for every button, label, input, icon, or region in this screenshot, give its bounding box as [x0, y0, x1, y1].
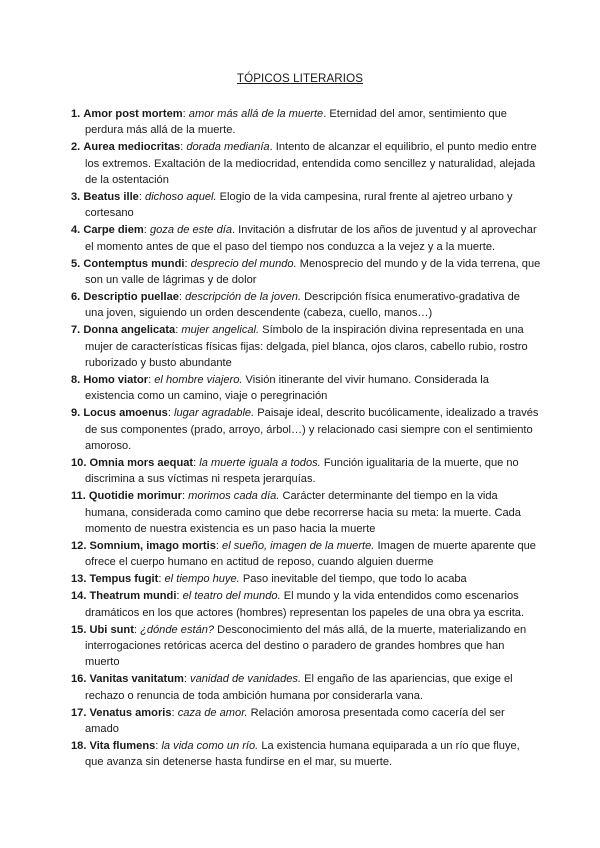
- topic-translation: mujer angelical.: [181, 324, 260, 337]
- topic-term: Theatrum mundi: [89, 590, 177, 603]
- topic-term: Homo viator: [83, 374, 149, 386]
- topic-translation: vanidad de vanidades.: [190, 673, 302, 686]
- topic-description: Descripción física enumerativo-gradativa de una joven, siguiendo un orden descendente (cabeza, cuello, manos…): [85, 290, 520, 320]
- topic-translation: desprecio del mundo.: [190, 257, 297, 270]
- topic-term: Ubi sunt: [89, 623, 134, 636]
- topic-item: 9. Locus amoenus: lugar agradable. Paisaje ideal, descrito bucólicamente, idealizado a través de sus componentes (prado, arroyo, árbol…) y relacionado casi siempre con el sentimiento amoroso.: [71, 407, 539, 453]
- topic-description: . Eternidad del amor, sentimiento que perdura más allá de la muerte.: [85, 108, 507, 137]
- topic-item: 13. Tempus fugit: el tiempo huye. Paso inevitable del tiempo, que todo lo acaba: [71, 573, 467, 586]
- topic-description: Menosprecio del mundo y de la vida terrena, que son un valle de lágrimas y de dolor: [85, 257, 541, 287]
- topic-item: 1. Amor post mortem: amor más allá de la muerte. Eternidad del amor, sentimiento que perdura más allá de la muerte.: [71, 108, 507, 137]
- topic-term: Carpe diem: [83, 224, 144, 237]
- topic-number: 9.: [71, 407, 81, 420]
- topic-item: 18. Vita flumens: la vida como un río. La existencia humana equiparada a un río que fluye, que avanza sin detenerse hasta fundirse en el mar, su muerte.: [71, 739, 520, 769]
- topic-item: 8. Homo viator: el hombre viajero. Visión itinerante del vivir humano. Considerada la existencia como un camino, viaje o peregrinación: [71, 374, 489, 403]
- topic-number: 4.: [71, 224, 81, 237]
- topic-term: Tempus fugit: [89, 573, 159, 586]
- topic-description: La existencia humana equiparada a un río que fluye, que avanza sin detenerse hasta fundirse en el mar, su muerte.: [85, 739, 520, 769]
- topic-description: Visión itinerante del vivir humano. Considerada la existencia como un camino, viaje o peregrinación: [85, 374, 489, 403]
- topic-description: El mundo y la vida entendidos como escenarios dramáticos en los que actores (hombres) representan los papeles de una obra ya escrita.: [85, 590, 525, 619]
- topic-translation: el tiempo huye.: [164, 573, 240, 586]
- topic-item: 2. Aurea mediocritas: dorada medianía. Intento de alcanzar el equilibrio, el punto medio entre los extremos. Exaltación de la mediocridad, entendida como sencillez y naturalidad, alejada de la ostentación: [71, 141, 537, 187]
- topic-term: Quotidie morimur: [88, 490, 182, 503]
- topic-number: 14.: [71, 590, 87, 603]
- topic-item: 14. Theatrum mundi: el teatro del mundo. El mundo y la vida entendidos como escenarios dramáticos en los que actores (hombres) representan los papeles de una obra ya escrita.: [71, 590, 525, 619]
- topic-translation: la muerte iguala a todos.: [199, 457, 321, 470]
- topic-term: Amor post mortem: [83, 108, 183, 120]
- topic-term: Vanitas vanitatum: [89, 673, 184, 686]
- topic-description: Símbolo de la inspiración divina representada en una mujer de características físicas fijas: delgada, piel blanca, ojos claros, cabello rubio, rostro ruborizado y busto abundante: [85, 324, 528, 370]
- topic-item: 5. Contemptus mundi: desprecio del mundo. Menosprecio del mundo y de la vida terrena, que son un valle de lágrimas y de dolor: [71, 257, 541, 287]
- topic-number: 18.: [71, 739, 87, 752]
- topic-translation: el hombre viajero.: [154, 374, 243, 386]
- topic-translation: goza de este día: [149, 224, 232, 237]
- topic-term: Beatus ille: [83, 191, 139, 204]
- topic-term: Somnium, imago mortis: [89, 540, 216, 553]
- topic-translation: dichoso aquel.: [145, 191, 217, 204]
- topic-translation: dorada medianía: [186, 141, 270, 154]
- topic-number: 6.: [71, 290, 81, 303]
- topic-number: 5.: [71, 257, 81, 270]
- topic-item: 3. Beatus ille: dichoso aquel. Elogio de la vida campesina, rural frente al ajetreo urbano y cortesano: [71, 191, 513, 220]
- topic-number: 2.: [71, 141, 81, 154]
- topic-term: Locus amoenus: [83, 407, 168, 420]
- topic-description: Función igualitaria de la muerte, que no discrimina a sus víctimas ni respeta jerarquías.: [85, 457, 519, 486]
- topic-term: Donna angelicata: [83, 324, 176, 337]
- topic-description: Imagen de muerte aparente que ofrece el cuerpo humano en actitud de reposo, cuando alguien duerme: [85, 540, 536, 569]
- topic-number: 1.: [71, 108, 81, 120]
- page-title: TÓPICOS LITERARIOS: [236, 72, 364, 85]
- topic-item: 4. Carpe diem: goza de este día. Invitación a disfrutar de los años de juventud y al aprovechar el momento antes de que el paso del tiempo nos conduzca a la vejez y a la muerte.: [71, 224, 537, 253]
- topic-list: [71, 106, 541, 771]
- topic-description: Carácter determinante del tiempo en la vida humana, considerada como camino que debe recorrerse hacia su meta: la muerte. Cada momento de nuestra existencia es un paso hacia la muerte: [85, 490, 521, 536]
- topic-translation: lugar agradable.: [174, 407, 255, 420]
- topic-term: Aurea mediocritas: [83, 141, 181, 154]
- topic-term: Contemptus mundi: [83, 257, 185, 270]
- topic-translation: amor más allá de la muerte: [188, 108, 324, 120]
- topic-number: 11.: [71, 490, 86, 503]
- topic-item: 15. Ubi sunt: ¿dónde están? Desconocimiento del más allá, de la muerte, materializando en interrogaciones retóricas acerca del destino o paradero de grandes hombres que han muerto: [71, 623, 527, 669]
- topic-number: 7.: [71, 324, 81, 337]
- topic-number: 3.: [71, 191, 81, 204]
- topic-description: El engaño de las apariencias, que exige el rechazo o renuncia de toda ambición humana por considerarla vana.: [85, 673, 513, 702]
- topic-description: . Invitación a disfrutar de los años de juventud y al aprovechar el momento antes de que el paso del tiempo nos conduzca a la vejez y a la muerte.: [85, 224, 537, 253]
- topic-translation: morimos cada día.: [188, 490, 280, 503]
- topic-item: 6. Descriptio puellae: descripción de la joven. Descripción física enumerativo-gradativa de una joven, siguiendo un orden descendente (cabeza, cuello, manos…): [71, 290, 520, 320]
- topic-translation: descripción de la joven.: [185, 290, 302, 303]
- topic-translation: el sueño, imagen de la muerte.: [222, 540, 375, 553]
- topic-term: Vita flumens: [89, 739, 156, 752]
- topic-description: . Intento de alcanzar el equilibrio, el punto medio entre los extremos. Exaltación de la mediocridad, entendida como sencillez y naturalidad, alejada de la ostentación: [85, 141, 537, 187]
- topic-translation: ¿dónde están?: [140, 623, 215, 636]
- topic-description: Relación amorosa presentada como cacería del ser amado: [85, 706, 505, 736]
- topic-number: 10.: [71, 457, 87, 470]
- topic-number: 16.: [71, 673, 87, 686]
- topic-description: Elogio de la vida campesina, rural frente al ajetreo urbano y cortesano: [85, 191, 513, 220]
- topic-number: 8.: [71, 374, 81, 386]
- topic-item: 16. Vanitas vanitatum: vanidad de vanidades. El engaño de las apariencias, que exige el rechazo o renuncia de toda ambición humana por considerarla vana.: [71, 673, 513, 702]
- topic-translation: la vida como un río.: [161, 739, 259, 752]
- topic-item: 10. Omnia mors aequat: la muerte iguala a todos. Función igualitaria de la muerte, que no discrimina a sus víctimas ni respeta jerarquías.: [71, 457, 519, 486]
- topic-term: Omnia mors aequat: [89, 457, 194, 470]
- topic-number: 17.: [71, 706, 87, 719]
- topic-translation: caza de amor.: [177, 706, 248, 719]
- topic-number: 15.: [71, 623, 87, 636]
- topic-item: 7. Donna angelicata: mujer angelical. Símbolo de la inspiración divina representada en una mujer de características físicas fijas: delgada, piel blanca, ojos claros, cabello rubio, rostro ruborizado y busto abundante: [71, 324, 528, 370]
- topic-description: Paisaje ideal, descrito bucólicamente, idealizado a través de sus componentes (prado, arroyo, árbol…) y relacionado casi siempre con el sentimiento amoroso.: [85, 407, 539, 453]
- topic-number: 12.: [71, 540, 87, 553]
- topic-item: 12. Somnium, imago mortis: el sueño, imagen de la muerte. Imagen de muerte aparente que ofrece el cuerpo humano en actitud de reposo, cuando alguien duerme: [71, 540, 536, 569]
- topic-term: Venatus amoris: [89, 706, 172, 719]
- topic-term: Descriptio puellae: [83, 290, 179, 303]
- topic-description: Desconocimiento del más allá, de la muerte, materializando en interrogaciones retóricas acerca del destino o paradero de grandes hombres que han muerto: [85, 623, 527, 669]
- topic-number: 13.: [71, 573, 87, 586]
- topic-description: Paso inevitable del tiempo, que todo lo acaba: [239, 573, 467, 586]
- topic-item: 11. Quotidie morimur: morimos cada día. Carácter determinante del tiempo en la vida humana, considerada como camino que debe recorrerse hacia su meta: la muerte. Cada momento de nuestra existencia es un paso hacia la muerte: [71, 490, 521, 536]
- topic-item: 17. Venatus amoris: caza de amor. Relación amorosa presentada como cacería del ser amado: [71, 706, 505, 736]
- topic-translation: el teatro del mundo.: [182, 590, 281, 603]
